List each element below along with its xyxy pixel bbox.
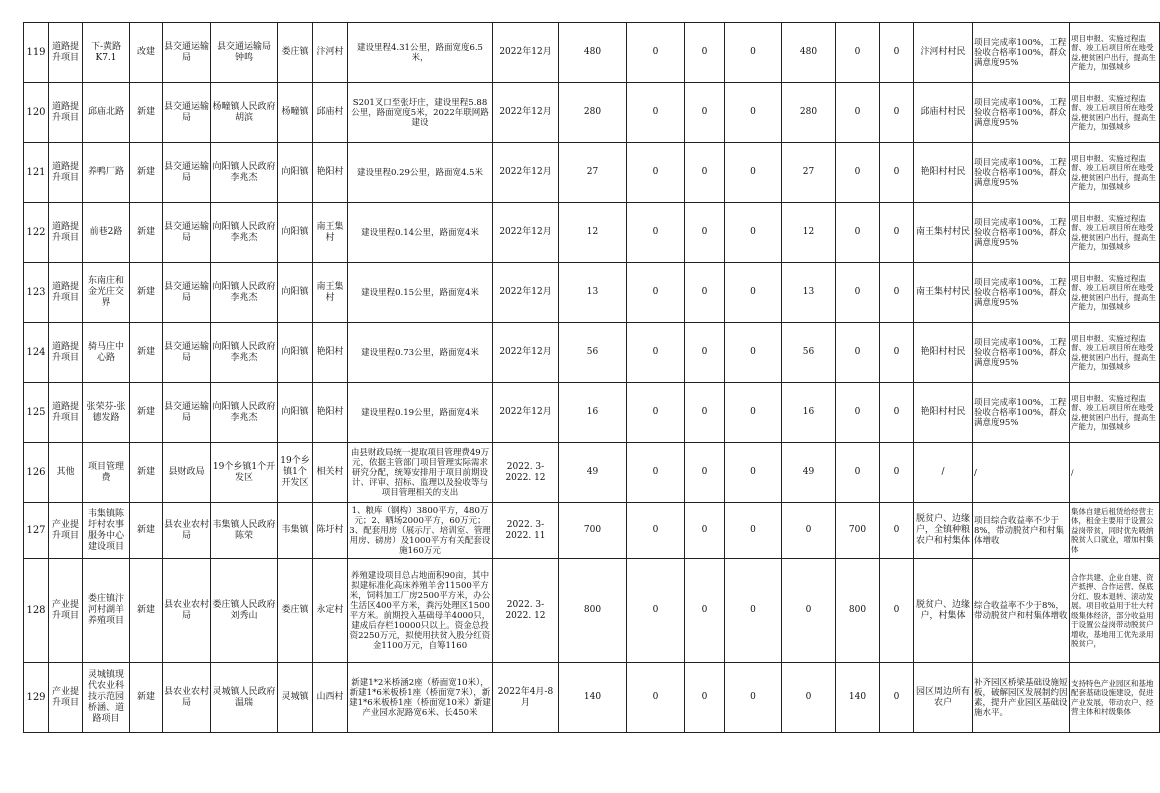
row-number: 126 xyxy=(24,443,49,503)
beneficiary-cell: 园区周边所有农户 xyxy=(914,663,973,733)
owner-cell: 19个乡镇1个开发区 xyxy=(211,443,278,503)
performance-goal-cell: 项目完成率100%，工程验收合格率100%，群众满意度95% xyxy=(973,383,1070,443)
town-cell: 杨疃镇 xyxy=(278,83,313,143)
category-cell: 道路提升项目 xyxy=(49,263,83,323)
village-cell: 山西村 xyxy=(313,663,348,733)
fund-col-4-cell: 0 xyxy=(782,503,836,559)
fund-col-5-cell: 0 xyxy=(836,143,880,203)
build-type-cell: 新建 xyxy=(130,503,163,559)
beneficiary-cell: 汴河村村民 xyxy=(914,23,973,83)
performance-goal-cell: 项目完成率100%，工程验收合格率100%，群众满意度95% xyxy=(973,143,1070,203)
project-name-cell: 韦集镇陈圩村农事服务中心建设项目 xyxy=(83,503,130,559)
fund-col-6-cell: 0 xyxy=(880,263,914,323)
content-cell: 由县财政局统一提取项目管理费49万元，依据主管部门项目管理实际需求研究分配，统筹安排用于项目前期设计、评审、招标、监理以及验收等与项目管理相关的支出 xyxy=(348,443,493,503)
row-number: 120 xyxy=(24,83,49,143)
fund-col-3-cell: 0 xyxy=(725,323,782,383)
responsible-unit-cell: 县农业农村局 xyxy=(163,559,211,663)
total-fund-cell: 480 xyxy=(559,23,627,83)
fund-col-4-cell: 0 xyxy=(782,559,836,663)
fund-col-2-cell: 0 xyxy=(685,443,725,503)
build-type-cell: 新建 xyxy=(130,83,163,143)
project-name-cell: 东南庄和金光庄交界 xyxy=(83,263,130,323)
fund-col-2-cell: 0 xyxy=(685,143,725,203)
responsible-unit-cell: 县交通运输局 xyxy=(163,83,211,143)
fund-col-6-cell: 0 xyxy=(880,443,914,503)
row-number: 124 xyxy=(24,323,49,383)
performance-goal-cell: 项目完成率100%，工程验收合格率100%，群众满意度95% xyxy=(973,83,1070,143)
content-cell: 建设里程0.19公里，路面宽4米 xyxy=(348,383,493,443)
build-type-cell: 新建 xyxy=(130,559,163,663)
category-cell: 其他 xyxy=(49,443,83,503)
fund-col-2-cell: 0 xyxy=(685,503,725,559)
period-cell: 2022. 3-2022. 11 xyxy=(493,503,559,559)
row-number: 123 xyxy=(24,263,49,323)
responsible-unit-cell: 县农业农村局 xyxy=(163,663,211,733)
fund-col-1-cell: 0 xyxy=(627,143,685,203)
owner-cell: 韦集镇人民政府陈荣 xyxy=(211,503,278,559)
responsible-unit-cell: 县财政局 xyxy=(163,443,211,503)
build-type-cell: 新建 xyxy=(130,383,163,443)
performance-goal-cell: 项目完成率100%，工程验收合格率100%，群众满意度95% xyxy=(973,263,1070,323)
fund-col-3-cell: 0 xyxy=(725,203,782,263)
benefit-mechanism-cell: 项目申报、实施过程监督、竣工后项目所在地受益,便贫困户出行，提高生产能力，加强城乡 xyxy=(1070,323,1160,383)
content-cell: 建设里程0.73公里，路面宽4米 xyxy=(348,323,493,383)
fund-col-5-cell: 0 xyxy=(836,83,880,143)
fund-col-6-cell: 0 xyxy=(880,203,914,263)
owner-cell: 娄庄镇人民政府刘秀山 xyxy=(211,559,278,663)
period-cell: 2022. 3-2022. 12 xyxy=(493,559,559,663)
benefit-mechanism-cell: 项目申报、实施过程监督、竣工后项目所在地受益,便贫困户出行，提高生产能力，加强城乡 xyxy=(1070,143,1160,203)
content-cell: S201叉口至张圩庄，建设里程5.88公里，路面宽度5米，2022年联网路建设 xyxy=(348,83,493,143)
project-name-cell: 项目管理费 xyxy=(83,443,130,503)
total-fund-cell: 56 xyxy=(559,323,627,383)
town-cell: 灵城镇 xyxy=(278,663,313,733)
owner-cell: 向阳镇人民政府李兆杰 xyxy=(211,143,278,203)
fund-col-4-cell: 49 xyxy=(782,443,836,503)
row-number: 121 xyxy=(24,143,49,203)
beneficiary-cell: 邱庙村村民 xyxy=(914,83,973,143)
town-cell: 向阳镇 xyxy=(278,323,313,383)
town-cell: 19个乡镇1个开发区 xyxy=(278,443,313,503)
benefit-mechanism-cell: 项目申报、实施过程监督、竣工后项目所在地受益,便贫困户出行，提高生产能力，加强城乡 xyxy=(1070,23,1160,83)
fund-col-1-cell: 0 xyxy=(627,443,685,503)
period-cell: 2022年12月 xyxy=(493,203,559,263)
benefit-mechanism-cell: 项目申报、实施过程监督、竣工后项目所在地受益,便贫困户出行，提高生产能力，加强城乡 xyxy=(1070,383,1160,443)
town-cell: 向阳镇 xyxy=(278,143,313,203)
village-cell: 艳阳村 xyxy=(313,383,348,443)
fund-col-5-cell: 0 xyxy=(836,203,880,263)
build-type-cell: 新建 xyxy=(130,143,163,203)
fund-col-3-cell: 0 xyxy=(725,83,782,143)
fund-col-3-cell: 0 xyxy=(725,663,782,733)
build-type-cell: 新建 xyxy=(130,323,163,383)
village-cell: 汴河村 xyxy=(313,23,348,83)
total-fund-cell: 140 xyxy=(559,663,627,733)
fund-col-4-cell: 56 xyxy=(782,323,836,383)
fund-col-4-cell: 27 xyxy=(782,143,836,203)
period-cell: 2022年12月 xyxy=(493,263,559,323)
period-cell: 2022年12月 xyxy=(493,143,559,203)
village-cell: 南王集村 xyxy=(313,263,348,323)
fund-col-3-cell: 0 xyxy=(725,443,782,503)
responsible-unit-cell: 县农业农村局 xyxy=(163,503,211,559)
owner-cell: 杨疃镇人民政府 胡滨 xyxy=(211,83,278,143)
category-cell: 道路提升项目 xyxy=(49,383,83,443)
fund-col-2-cell: 0 xyxy=(685,663,725,733)
village-cell: 邱庙村 xyxy=(313,83,348,143)
fund-col-2-cell: 0 xyxy=(685,559,725,663)
period-cell: 2022. 3-2022. 12 xyxy=(493,443,559,503)
beneficiary-cell: 南王集村村民 xyxy=(914,263,973,323)
fund-col-2-cell: 0 xyxy=(685,23,725,83)
performance-goal-cell: 项目完成率100%，工程验收合格率100%，群众满意度95% xyxy=(973,203,1070,263)
fund-col-4-cell: 13 xyxy=(782,263,836,323)
town-cell: 向阳镇 xyxy=(278,263,313,323)
period-cell: 2022年12月 xyxy=(493,83,559,143)
fund-col-1-cell: 0 xyxy=(627,503,685,559)
benefit-mechanism-cell: 支持特色产业园区和基地配套基础设施建设，促进产业发展，带动农户、经营主体和村级集体 xyxy=(1070,663,1160,733)
total-fund-cell: 27 xyxy=(559,143,627,203)
village-cell: 南王集村 xyxy=(313,203,348,263)
category-cell: 产业提升项目 xyxy=(49,503,83,559)
project-name-cell: 养鸭厂路 xyxy=(83,143,130,203)
table-row xyxy=(24,443,1160,503)
beneficiary-cell: / xyxy=(914,443,973,503)
total-fund-cell: 800 xyxy=(559,559,627,663)
town-cell: 向阳镇 xyxy=(278,383,313,443)
fund-col-5-cell: 0 xyxy=(836,443,880,503)
performance-goal-cell: 综合收益率不少于8%，带动脱贫户和村集体增收 xyxy=(973,559,1070,663)
beneficiary-cell: 脱贫户、边缘户，村集体 xyxy=(914,559,973,663)
fund-col-4-cell: 16 xyxy=(782,383,836,443)
village-cell: 艳阳村 xyxy=(313,143,348,203)
content-cell: 建设里程0.29公里，路面宽4.5米 xyxy=(348,143,493,203)
period-cell: 2022年12月 xyxy=(493,323,559,383)
build-type-cell: 新建 xyxy=(130,203,163,263)
period-cell: 2022年12月 xyxy=(493,383,559,443)
fund-col-4-cell: 480 xyxy=(782,23,836,83)
fund-col-1-cell: 0 xyxy=(627,559,685,663)
fund-col-3-cell: 0 xyxy=(725,263,782,323)
owner-cell: 向阳镇人民政府李兆杰 xyxy=(211,263,278,323)
fund-col-1-cell: 0 xyxy=(627,203,685,263)
table-row xyxy=(24,503,1160,559)
content-cell: 建设里程0.14公里，路面宽4米 xyxy=(348,203,493,263)
fund-col-1-cell: 0 xyxy=(627,383,685,443)
town-cell: 韦集镇 xyxy=(278,503,313,559)
total-fund-cell: 280 xyxy=(559,83,627,143)
table-row xyxy=(24,383,1160,443)
village-cell: 相关村 xyxy=(313,443,348,503)
category-cell: 道路提升项目 xyxy=(49,323,83,383)
benefit-mechanism-cell: 项目申报、实施过程监督、竣工后项目所在地受益,便贫困户出行，提高生产能力，加强城乡 xyxy=(1070,203,1160,263)
beneficiary-cell: 艳阳村村民 xyxy=(914,323,973,383)
category-cell: 道路提升项目 xyxy=(49,83,83,143)
table-row xyxy=(24,203,1160,263)
benefit-mechanism-cell: 项目申报、实施过程监督、竣工后项目所在地受益,便贫困户出行，提高生产能力，加强城乡 xyxy=(1070,83,1160,143)
fund-col-5-cell: 0 xyxy=(836,23,880,83)
fund-col-2-cell: 0 xyxy=(685,203,725,263)
fund-col-6-cell: 0 xyxy=(880,23,914,83)
beneficiary-cell: 艳阳村村民 xyxy=(914,383,973,443)
content-cell: 建设里程0.15公里，路面宽4米 xyxy=(348,263,493,323)
performance-goal-cell: 项目完成率100%，工程验收合格率100%，群众满意度95% xyxy=(973,323,1070,383)
fund-col-4-cell: 280 xyxy=(782,83,836,143)
period-cell: 2022年12月 xyxy=(493,23,559,83)
fund-col-5-cell: 0 xyxy=(836,263,880,323)
total-fund-cell: 16 xyxy=(559,383,627,443)
total-fund-cell: 12 xyxy=(559,203,627,263)
beneficiary-cell: 南王集村村民 xyxy=(914,203,973,263)
project-name-cell: 邱庙北路 xyxy=(83,83,130,143)
fund-col-1-cell: 0 xyxy=(627,323,685,383)
fund-col-5-cell: 0 xyxy=(836,383,880,443)
owner-cell: 灵城镇人民政府 温瑞 xyxy=(211,663,278,733)
category-cell: 产业提升项目 xyxy=(49,559,83,663)
table-row xyxy=(24,559,1160,663)
table-row xyxy=(24,83,1160,143)
content-cell: 建设里程4.31公里，路面宽度6.5米， xyxy=(348,23,493,83)
content-cell: 1、粮库（钢构）3800平方，480万元；2、晒场2000平方，60万元；3、配套用房（展示厅、培训室、管理用房、磅房）及1000平方有关配套设施160万元 xyxy=(348,503,493,559)
project-name-cell: 张荣芬-张德发路 xyxy=(83,383,130,443)
fund-col-3-cell: 0 xyxy=(725,143,782,203)
fund-col-6-cell: 0 xyxy=(880,323,914,383)
build-type-cell: 改建 xyxy=(130,23,163,83)
category-cell: 道路提升项目 xyxy=(49,143,83,203)
fund-col-1-cell: 0 xyxy=(627,663,685,733)
responsible-unit-cell: 县交通运输局 xyxy=(163,383,211,443)
fund-col-1-cell: 0 xyxy=(627,23,685,83)
fund-col-1-cell: 0 xyxy=(627,83,685,143)
fund-col-4-cell: 0 xyxy=(782,663,836,733)
category-cell: 道路提升项目 xyxy=(49,23,83,83)
fund-col-6-cell: 0 xyxy=(880,503,914,559)
build-type-cell: 新建 xyxy=(130,443,163,503)
content-cell: 养殖建设项目总占地面积90亩，其中拟建标准化高床养殖羊舍11500平方米，饲料加工厂房2500平方米，办公生活区400平方米，粪污处理区1500平方米。前期投入基础母羊4000只，建成后存栏10000只以上。资金总投资2250万元，拟使用扶贫入股分红资金1100万元，自筹1160 xyxy=(348,559,493,663)
project-name-cell: 下-黄路K7.1 xyxy=(83,23,130,83)
table-row xyxy=(24,263,1160,323)
fund-col-6-cell: 0 xyxy=(880,143,914,203)
responsible-unit-cell: 县交通运输局 xyxy=(163,203,211,263)
fund-col-6-cell: 0 xyxy=(880,383,914,443)
total-fund-cell: 700 xyxy=(559,503,627,559)
benefit-mechanism-cell: 合作共建、企业自建、资产抵押、合作运营、保底分红、股本退转、滚动发展。项目收益用于壮大村级集体经济，部分收益用于设置公益岗带动脱贫户增收，基地用工优先录用脱贫户， xyxy=(1070,559,1160,663)
responsible-unit-cell: 县交通运输局 xyxy=(163,143,211,203)
fund-col-5-cell: 0 xyxy=(836,323,880,383)
category-cell: 产业提升项目 xyxy=(49,663,83,733)
table-row xyxy=(24,663,1160,733)
project-name-cell: 灵城镇现代农业科技示范园桥涵、道路项目 xyxy=(83,663,130,733)
fund-col-2-cell: 0 xyxy=(685,323,725,383)
responsible-unit-cell: 县交通运输局 xyxy=(163,323,211,383)
performance-goal-cell: 补齐园区桥梁基础设施短板，破解园区发展制约因素，提升产业园区基础设施水平。 xyxy=(973,663,1070,733)
fund-col-5-cell: 700 xyxy=(836,503,880,559)
row-number: 125 xyxy=(24,383,49,443)
total-fund-cell: 49 xyxy=(559,443,627,503)
build-type-cell: 新建 xyxy=(130,263,163,323)
benefit-mechanism-cell: 项目申报、实施过程监督、竣工后项目所在地受益,便贫困户出行，提高生产能力，加强城乡 xyxy=(1070,263,1160,323)
benefit-mechanism-cell: 集体自建后租赁给经营主体，租金主要用于设置公益岗带贫，同时优先吸纳脱贫人口就业，增加村集体 xyxy=(1070,503,1160,559)
fund-col-3-cell: 0 xyxy=(725,23,782,83)
build-type-cell: 新建 xyxy=(130,663,163,733)
category-cell: 道路提升项目 xyxy=(49,203,83,263)
period-cell: 2022年4月-8月 xyxy=(493,663,559,733)
fund-col-5-cell: 140 xyxy=(836,663,880,733)
project-table xyxy=(23,22,1160,733)
project-name-cell: 骑马庄中心路 xyxy=(83,323,130,383)
responsible-unit-cell: 县交通运输局 xyxy=(163,263,211,323)
fund-col-6-cell: 0 xyxy=(880,559,914,663)
fund-col-1-cell: 0 xyxy=(627,263,685,323)
fund-col-5-cell: 800 xyxy=(836,559,880,663)
performance-goal-cell: / xyxy=(973,443,1070,503)
fund-col-2-cell: 0 xyxy=(685,83,725,143)
town-cell: 娄庄镇 xyxy=(278,559,313,663)
row-number: 119 xyxy=(24,23,49,83)
row-number: 128 xyxy=(24,559,49,663)
row-number: 129 xyxy=(24,663,49,733)
fund-col-3-cell: 0 xyxy=(725,503,782,559)
beneficiary-cell: 脱贫户、边缘户，全镇种粮农户和村集体 xyxy=(914,503,973,559)
project-name-cell: 前巷2路 xyxy=(83,203,130,263)
beneficiary-cell: 艳阳村村民 xyxy=(914,143,973,203)
fund-col-2-cell: 0 xyxy=(685,383,725,443)
fund-col-2-cell: 0 xyxy=(685,263,725,323)
owner-cell: 向阳镇人民政府李兆杰 xyxy=(211,383,278,443)
project-name-cell: 娄庄镇汴河村湖羊养殖项目 xyxy=(83,559,130,663)
fund-col-3-cell: 0 xyxy=(725,383,782,443)
performance-goal-cell: 项目完成率100%，工程验收合格率100%，群众满意度95% xyxy=(973,23,1070,83)
performance-goal-cell: 项目综合收益率不少于8%，带动脱贫户和村集体增收 xyxy=(973,503,1070,559)
village-cell: 永定村 xyxy=(313,559,348,663)
village-cell: 艳阳村 xyxy=(313,323,348,383)
table-row xyxy=(24,323,1160,383)
row-number: 127 xyxy=(24,503,49,559)
fund-col-3-cell: 0 xyxy=(725,559,782,663)
fund-col-6-cell: 0 xyxy=(880,83,914,143)
fund-col-6-cell: 0 xyxy=(880,663,914,733)
content-cell: 新建1*2米桥涵2座（桥面宽10米），新建1*6米板桥1座（桥面宽7米），新建1*6米板桥1座（桥面宽10米）新建产业园水泥路宽6米、长450米 xyxy=(348,663,493,733)
benefit-mechanism-cell: / xyxy=(1070,443,1160,503)
town-cell: 向阳镇 xyxy=(278,203,313,263)
table-row xyxy=(24,143,1160,203)
fund-col-4-cell: 12 xyxy=(782,203,836,263)
table-row xyxy=(24,23,1160,83)
town-cell: 娄庄镇 xyxy=(278,23,313,83)
row-number: 122 xyxy=(24,203,49,263)
owner-cell: 向阳镇人民政府李兆杰 xyxy=(211,323,278,383)
owner-cell: 向阳镇人民政府李兆杰 xyxy=(211,203,278,263)
owner-cell: 县交通运输局 钟鸣 xyxy=(211,23,278,83)
total-fund-cell: 13 xyxy=(559,263,627,323)
village-cell: 陈圩村 xyxy=(313,503,348,559)
responsible-unit-cell: 县交通运输局 xyxy=(163,23,211,83)
